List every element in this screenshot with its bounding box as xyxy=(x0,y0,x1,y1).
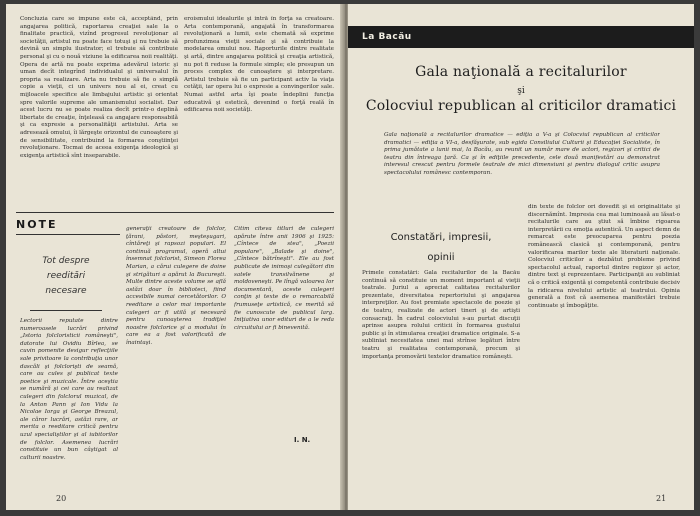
signature: I. N. xyxy=(294,436,311,444)
article-intro: Gala naţională a recitalurilor dramatice — ediţia a V-a şi Colocviul republican al criticilor dramatici — ediţia a VI-a, desfăşurate, sub egida Consiliului Culturii şi Educaţiei Socialiste, în prima jumătate a lunii mai, la Bacău, au reunit un număr mare de actori, regizori şi critici de teatru din întreaga ţară. Ca şi în ediţiile precedente, cele două manifestări au demonstrat interesul crescut pentru formele teatrale de mici dimensiuni şi pentru dialogul critic asupra spectacolului românesc contemporan. xyxy=(384,132,660,176)
right-page xyxy=(348,4,694,510)
left-top-article-col1: Concluzia care se impune este că, acceptând, prin angajarea politică, raportarea creaţiei sale la o finalitate practică, vizînd progresul revoluţionar al societăţii, artistul nu poate face totuşi şi nu trebuie să devină un simplu ilustrator; el trebuie să contribuie personal şi cu o nouă viziune la edificarea noii realităţi. Opera de artă nu poate exprima adevărul istoric şi uman decît integrînd individualul şi universalul în propria sa realizare. Arta nu trebuie să fie o simplă copie a vieţii, ci un univers nou al ei, creat cu mijloacele specifice ale limbajului artistic şi orientat spre valorile supreme ale umanismului socialist. Dar acest lucru nu se poate realiza decît printr-o deplină libertate de creaţie, înţeleasă ca angajare responsabilă şi ca expresie a personalităţii artistului. Arta se adresează omului, îi lărgeşte orizontul de cunoaştere şi de sensibilitate, contribuind la formarea conştiinţei revoluţionare. Tocmai de aceea exigenţa ideologică şi exigenţa artistică sînt inseparabile. xyxy=(20,16,178,159)
page-number-right: 21 xyxy=(656,494,667,503)
article-title-line2: Colocviul republican al criticilor dramatici xyxy=(365,98,677,114)
note-title-line3: necesare xyxy=(45,286,87,296)
subtitle-line2: opinii xyxy=(427,252,455,263)
note-col3: Citim cîteva titluri de culegeri apărute între anii 1906 şi 1925: „Cîntece de stea", „Poezii populare", „Balade şi doine", „Cîntece bătrîneşti". Ele au fost publicate de inimoşi culegători din satele transilvănene şi moldoveneşti. Pe lîngă valoarea lor documentară, aceste culegeri conţin şi texte de o remarcabilă frumuseţe artistică, ce merită să fie cunoscute de publicul larg. Iniţiativa unor edituri de a le reda circuitului ar fi binevenită. xyxy=(234,226,334,331)
note-title-line1: Tot despre xyxy=(42,256,90,266)
note-header: NOTE xyxy=(16,218,58,231)
note-col2: generaţii creatoare de folclor, ţărani, păstori, meşteşugari, cîntăreţi şi rapsozi populari. El continuă programul, operă altui însemnat folclorist, Simeon Florea Marian, a cărui culegere de doine şi strigături a apărut la Bucureşti. Multe dintre aceste volume se află astăzi doar în biblioteci, fiind accesibile numai cercetătorilor. O reeditare a celor mai importante culegeri ar fi utilă şi necesară pentru cunoaşterea tradiţiei noastre folclorice şi a modului în care ea a fost valorificată de înaintaşi. xyxy=(126,226,226,346)
section-label: La Bacău xyxy=(362,32,412,42)
article-col-right: din texte de folclor ori dovedit şi ei originalitate şi discernămînt. Impresia cea mai luminoasă au lăsat-o recitalurile care au ştiut să îmbine rigoarea interpretării cu emoţia autentică. Un aspect demn de remarcat este preocuparea pentru poezia românească clasică şi contemporană, pentru valorificarea marilor texte ale literaturii naţionale. Colocviul criticilor a dezbătut probleme privind spectacolul actual, raportul dintre regizor şi actor, dintre text şi reprezentare. Participanţii au subliniat că o critică exigentă şi competentă contribuie decisiv la ridicarea nivelului artistic al teatrului. Opinia generală a fost că asemenea manifestări trebuie continuate şi îmbogăţite. xyxy=(528,204,680,309)
left-top-article-col2: eroismului idealurile şi intră în forţa sa creatoare. Arta contemporană, angajată în transformarea revoluţionară a lumii, este chemată să exprime profunzimea vieţii sociale şi să contribuie la modelarea omului nou. Raporturile dintre realitate şi artă, dintre angajarea politică şi creaţia artistică, nu pot fi reduse la formule simple; ele presupun un proces complex de cunoaştere şi interpretare. Artistul trebuie să fie un participant activ la viaţa cetăţii, iar opera lui o expresie a convingerilor sale. Numai astfel arta îşi poate îndeplini funcţia educativă şi estetică, devenind o forţă reală în edificarea noii societăţi. xyxy=(184,16,334,114)
page-number-left: 20 xyxy=(56,494,67,503)
note-title xyxy=(16,254,116,299)
article-title-connector: şi xyxy=(517,86,525,96)
subtitle-line1: Constatări, impresii, xyxy=(390,232,492,243)
article-col-left: Primele constatări: Gala recitalurilor de la Bacău continuă să constituie un moment important al vieţii teatrale. Juriul a apreciat calitatea recitalurilor prezentate, diversitatea repertoriului şi angajarea interpreţilor. Au fost premiate spectacole de poezie şi de teatru, realizate de actori tineri şi de artişti consacraţi. În cadrul colocviului s-au purtat discuţii aprinse asupra rolului criticii în formarea gustului public şi în stimularea creaţiei dramatice originale. S-a subliniat necesitatea unei mai strînse legături între teatru şi realitatea contemporană, precum şi importanţa promovării textelor dramatice româneşti. xyxy=(362,270,520,360)
note-title-line2: reeditări xyxy=(46,271,86,281)
note-rule-top xyxy=(16,212,334,213)
note-col1: Lectorii reputate dintre numeroasele lucrări privind „Istoria folcloristicii româneşti", datorate lui Ovidiu Bîrlea, se cuvin pomenite desigur reflecţiile sale privitoare la contribuţia unor dascăli şi folclorişti de seamă, care au cules şi publicat texte poetice şi muzicale. Între aceştia se numără şi cei care au realizat culegeri din folclorul muzical, de la Anton Pann şi Ion Vidu la Nicolae Iorga şi George Breazul, ale căror lucrări, astăzi rare, ar merita o reeditare critică pentru uzul specialiştilor şi al iubitorilor de folclor. Asemenea lucrări constituie un bun câştigat al culturii noastre. xyxy=(20,318,118,461)
note-title-rule xyxy=(30,310,102,311)
article-title-line1: Gala naţională a recitalurilor xyxy=(415,64,627,80)
note-rule-under xyxy=(16,234,120,235)
left-page xyxy=(6,4,344,510)
